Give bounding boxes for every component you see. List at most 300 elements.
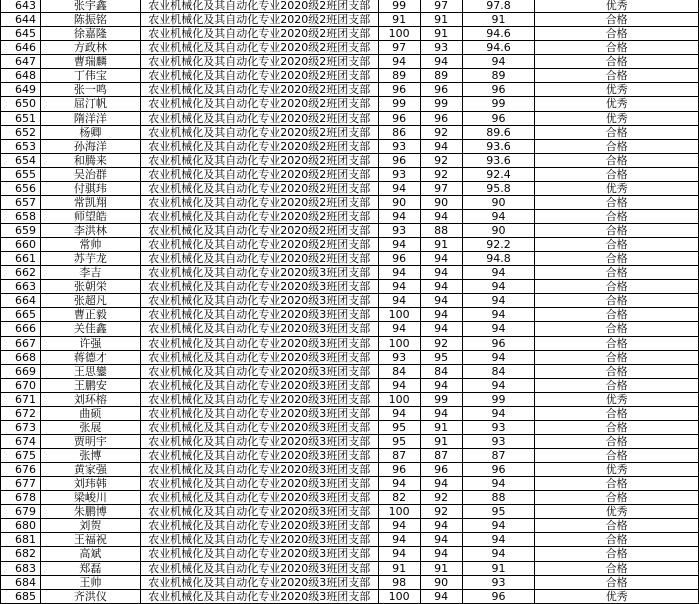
- score-2-cell: 84: [420, 364, 462, 378]
- score-1-cell: 90: [378, 195, 420, 209]
- rating-cell: 合格: [535, 547, 699, 561]
- final-score-cell: 93.6: [462, 139, 535, 153]
- score-2-cell: 96: [420, 111, 462, 125]
- rating-cell: 合格: [535, 266, 699, 280]
- rating-cell: 合格: [535, 139, 699, 153]
- table-row: [1, 153, 699, 167]
- table-row: [1, 350, 699, 364]
- final-score-cell: 94.6: [462, 41, 535, 55]
- score-2-cell: 94: [420, 294, 462, 308]
- score-2-cell: 92: [420, 125, 462, 139]
- score-1-cell: 100: [378, 308, 420, 322]
- member-name-cell: 蒋德才: [40, 350, 140, 364]
- member-name-cell: 丁伟宝: [40, 69, 140, 83]
- final-score-cell: 92.4: [462, 167, 535, 181]
- row-number-cell: 660: [1, 238, 41, 252]
- score-1-cell: 86: [378, 125, 420, 139]
- member-name-cell: 曲硕: [40, 406, 140, 420]
- score-1-cell: 91: [378, 561, 420, 575]
- member-name-cell: 王思鑾: [40, 364, 140, 378]
- score-1-cell: 98: [378, 575, 420, 589]
- score-2-cell: 91: [420, 420, 462, 434]
- final-score-cell: 89.6: [462, 125, 535, 139]
- score-1-cell: 93: [378, 350, 420, 364]
- score-1-cell: 97: [378, 41, 420, 55]
- score-2-cell: 94: [420, 378, 462, 392]
- member-name-cell: 黄家强: [40, 463, 140, 477]
- rating-cell: 合格: [535, 27, 699, 41]
- final-score-cell: 95.8: [462, 181, 535, 195]
- score-2-cell: 92: [420, 491, 462, 505]
- rating-cell: 优秀: [535, 181, 699, 195]
- score-2-cell: 87: [420, 449, 462, 463]
- score-1-cell: 94: [378, 322, 420, 336]
- member-name-cell: 陈振铭: [40, 13, 140, 27]
- table-row: [1, 434, 699, 448]
- row-number-cell: 644: [1, 13, 41, 27]
- member-name-cell: 孙海洋: [40, 139, 140, 153]
- rating-cell: 合格: [535, 477, 699, 491]
- final-score-cell: 93: [462, 434, 535, 448]
- score-1-cell: 82: [378, 491, 420, 505]
- table-row: [1, 125, 699, 139]
- row-number-cell: 664: [1, 294, 41, 308]
- final-score-cell: 94: [462, 519, 535, 533]
- member-name-cell: 李吉: [40, 266, 140, 280]
- member-name-cell: 刘贺: [40, 519, 140, 533]
- rating-cell: 合格: [535, 519, 699, 533]
- score-2-cell: 93: [420, 41, 462, 55]
- member-name-cell: 张超凡: [40, 294, 140, 308]
- score-1-cell: 96: [378, 83, 420, 97]
- row-number-cell: 658: [1, 209, 41, 223]
- score-2-cell: 94: [420, 308, 462, 322]
- rating-cell: 合格: [535, 69, 699, 83]
- rating-cell: 合格: [535, 350, 699, 364]
- branch-cell: 农业机械化及其自动化专业2020级2班团支部: [140, 69, 378, 83]
- rating-cell: 合格: [535, 533, 699, 547]
- table-row: [1, 547, 699, 561]
- score-2-cell: 91: [420, 434, 462, 448]
- branch-cell: 农业机械化及其自动化专业2020级2班团支部: [140, 55, 378, 69]
- member-name-cell: 朱鹏博: [40, 505, 140, 519]
- member-name-cell: 关佳鑫: [40, 322, 140, 336]
- score-2-cell: 94: [420, 266, 462, 280]
- row-number-cell: 654: [1, 153, 41, 167]
- score-1-cell: 94: [378, 266, 420, 280]
- member-name-cell: 张一鸣: [40, 83, 140, 97]
- table-row: [1, 477, 699, 491]
- table-row: [1, 41, 699, 55]
- final-score-cell: 94: [462, 294, 535, 308]
- row-number-cell: 653: [1, 139, 41, 153]
- table-row: [1, 69, 699, 83]
- final-score-cell: 94.6: [462, 27, 535, 41]
- score-2-cell: 90: [420, 195, 462, 209]
- final-score-cell: 94: [462, 322, 535, 336]
- table-row: [1, 392, 699, 406]
- row-number-cell: 663: [1, 280, 41, 294]
- branch-cell: 农业机械化及其自动化专业2020级2班团支部: [140, 224, 378, 238]
- member-name-cell: 齐洪仪: [40, 589, 140, 603]
- score-2-cell: 94: [420, 280, 462, 294]
- row-number-cell: 671: [1, 392, 41, 406]
- branch-cell: 农业机械化及其自动化专业2020级3班团支部: [140, 547, 378, 561]
- score-2-cell: 96: [420, 463, 462, 477]
- score-1-cell: 94: [378, 55, 420, 69]
- rating-cell: 合格: [535, 322, 699, 336]
- row-number-cell: 672: [1, 406, 41, 420]
- score-1-cell: 94: [378, 209, 420, 223]
- score-2-cell: 91: [420, 27, 462, 41]
- row-number-cell: 647: [1, 55, 41, 69]
- row-number-cell: 643: [1, 0, 41, 13]
- member-name-cell: 徐嘉隆: [40, 27, 140, 41]
- row-number-cell: 677: [1, 477, 41, 491]
- score-1-cell: 91: [378, 13, 420, 27]
- row-number-cell: 679: [1, 505, 41, 519]
- final-score-cell: 94: [462, 477, 535, 491]
- final-score-cell: 94: [462, 547, 535, 561]
- score-1-cell: 99: [378, 0, 420, 13]
- branch-cell: 农业机械化及其自动化专业2020级3班团支部: [140, 575, 378, 589]
- row-number-cell: 675: [1, 449, 41, 463]
- member-name-cell: 常凯翔: [40, 195, 140, 209]
- table-row: [1, 575, 699, 589]
- score-2-cell: 88: [420, 224, 462, 238]
- rating-cell: 合格: [535, 406, 699, 420]
- branch-cell: 农业机械化及其自动化专业2020级3班团支部: [140, 589, 378, 603]
- member-name-cell: 高斌: [40, 547, 140, 561]
- rating-cell: 优秀: [535, 505, 699, 519]
- final-score-cell: 90: [462, 195, 535, 209]
- branch-cell: 农业机械化及其自动化专业2020级3班团支部: [140, 491, 378, 505]
- member-name-cell: 张朝栄: [40, 280, 140, 294]
- branch-cell: 农业机械化及其自动化专业2020级2班团支部: [140, 0, 378, 13]
- score-2-cell: 91: [420, 561, 462, 575]
- score-1-cell: 94: [378, 238, 420, 252]
- member-name-cell: 曹正毅: [40, 308, 140, 322]
- final-score-cell: 94.8: [462, 252, 535, 266]
- table-row: [1, 266, 699, 280]
- row-number-cell: 657: [1, 195, 41, 209]
- table-row: [1, 252, 699, 266]
- final-score-cell: 95: [462, 505, 535, 519]
- final-score-cell: 92.2: [462, 238, 535, 252]
- score-2-cell: 97: [420, 181, 462, 195]
- table-row: [1, 209, 699, 223]
- final-score-cell: 96: [462, 463, 535, 477]
- branch-cell: 农业机械化及其自动化专业2020级3班团支部: [140, 477, 378, 491]
- row-number-cell: 662: [1, 266, 41, 280]
- row-number-cell: 645: [1, 27, 41, 41]
- score-2-cell: 94: [420, 406, 462, 420]
- row-number-cell: 656: [1, 181, 41, 195]
- final-score-cell: 94: [462, 350, 535, 364]
- member-name-cell: 方政林: [40, 41, 140, 55]
- score-1-cell: 93: [378, 224, 420, 238]
- score-2-cell: 94: [420, 533, 462, 547]
- member-name-cell: 张宇鑫: [40, 0, 140, 13]
- member-name-cell: 师望皓: [40, 209, 140, 223]
- rating-cell: 合格: [535, 364, 699, 378]
- row-number-cell: 676: [1, 463, 41, 477]
- row-number-cell: 680: [1, 519, 41, 533]
- score-1-cell: 87: [378, 449, 420, 463]
- branch-cell: 农业机械化及其自动化专业2020级3班团支部: [140, 294, 378, 308]
- final-score-cell: 94: [462, 308, 535, 322]
- branch-cell: 农业机械化及其自动化专业2020级3班团支部: [140, 561, 378, 575]
- branch-cell: 农业机械化及其自动化专业2020级3班团支部: [140, 308, 378, 322]
- table-row: [1, 533, 699, 547]
- row-number-cell: 683: [1, 561, 41, 575]
- table-row: [1, 224, 699, 238]
- member-name-cell: 吴治群: [40, 167, 140, 181]
- branch-cell: 农业机械化及其自动化专业2020级3班团支部: [140, 505, 378, 519]
- table-row: [1, 406, 699, 420]
- row-number-cell: 649: [1, 83, 41, 97]
- final-score-cell: 90: [462, 224, 535, 238]
- rating-cell: 合格: [535, 55, 699, 69]
- row-number-cell: 652: [1, 125, 41, 139]
- table-row: [1, 238, 699, 252]
- member-name-cell: 梁峻川: [40, 491, 140, 505]
- member-name-cell: 常帅: [40, 238, 140, 252]
- row-number-cell: 659: [1, 224, 41, 238]
- final-score-cell: 96: [462, 83, 535, 97]
- branch-cell: 农业机械化及其自动化专业2020级3班团支部: [140, 350, 378, 364]
- branch-cell: 农业机械化及其自动化专业2020级3班团支部: [140, 449, 378, 463]
- rating-cell: 优秀: [535, 463, 699, 477]
- rating-cell: 合格: [535, 434, 699, 448]
- rating-cell: 合格: [535, 294, 699, 308]
- branch-cell: 农业机械化及其自动化专业2020级3班团支部: [140, 519, 378, 533]
- score-1-cell: 94: [378, 519, 420, 533]
- row-number-cell: 668: [1, 350, 41, 364]
- score-2-cell: 99: [420, 97, 462, 111]
- member-name-cell: 王福祝: [40, 533, 140, 547]
- member-name-cell: 隋洋洋: [40, 111, 140, 125]
- final-score-cell: 87: [462, 449, 535, 463]
- table-row: [1, 27, 699, 41]
- rating-cell: 合格: [535, 209, 699, 223]
- branch-cell: 农业机械化及其自动化专业2020级3班团支部: [140, 378, 378, 392]
- row-number-cell: 655: [1, 167, 41, 181]
- final-score-cell: 91: [462, 13, 535, 27]
- table-row: [1, 463, 699, 477]
- branch-cell: 农业机械化及其自动化专业2020级2班团支部: [140, 238, 378, 252]
- score-2-cell: 94: [420, 209, 462, 223]
- final-score-cell: 96: [462, 336, 535, 350]
- branch-cell: 农业机械化及其自动化专业2020级2班团支部: [140, 139, 378, 153]
- score-1-cell: 100: [378, 589, 420, 603]
- final-score-cell: 93: [462, 420, 535, 434]
- branch-cell: 农业机械化及其自动化专业2020级2班团支部: [140, 97, 378, 111]
- score-1-cell: 95: [378, 434, 420, 448]
- branch-cell: 农业机械化及其自动化专业2020级2班团支部: [140, 209, 378, 223]
- final-score-cell: 94: [462, 55, 535, 69]
- rating-cell: 合格: [535, 153, 699, 167]
- score-1-cell: 100: [378, 505, 420, 519]
- rating-cell: 合格: [535, 336, 699, 350]
- final-score-cell: 94: [462, 266, 535, 280]
- rating-cell: 合格: [535, 238, 699, 252]
- member-name-cell: 王帅: [40, 575, 140, 589]
- row-number-cell: 684: [1, 575, 41, 589]
- branch-cell: 农业机械化及其自动化专业2020级2班团支部: [140, 125, 378, 139]
- table-body: [1, 0, 699, 603]
- rating-cell: 合格: [535, 41, 699, 55]
- score-1-cell: 95: [378, 420, 420, 434]
- member-name-cell: 刘玮韩: [40, 477, 140, 491]
- branch-cell: 农业机械化及其自动化专业2020级2班团支部: [140, 181, 378, 195]
- branch-cell: 农业机械化及其自动化专业2020级2班团支部: [140, 41, 378, 55]
- rating-cell: 优秀: [535, 589, 699, 603]
- branch-cell: 农业机械化及其自动化专业2020级2班团支部: [140, 13, 378, 27]
- member-name-cell: 刘环榕: [40, 392, 140, 406]
- final-score-cell: 93: [462, 575, 535, 589]
- branch-cell: 农业机械化及其自动化专业2020级2班团支部: [140, 195, 378, 209]
- rating-cell: 合格: [535, 575, 699, 589]
- table-row: [1, 139, 699, 153]
- score-2-cell: 91: [420, 13, 462, 27]
- member-name-cell: 李洪林: [40, 224, 140, 238]
- score-1-cell: 100: [378, 27, 420, 41]
- table-row: [1, 364, 699, 378]
- table-row: [1, 83, 699, 97]
- branch-cell: 农业机械化及其自动化专业2020级2班团支部: [140, 252, 378, 266]
- row-number-cell: 665: [1, 308, 41, 322]
- score-1-cell: 100: [378, 392, 420, 406]
- table-row: [1, 505, 699, 519]
- final-score-cell: 99: [462, 392, 535, 406]
- branch-cell: 农业机械化及其自动化专业2020级2班团支部: [140, 27, 378, 41]
- branch-cell: 农业机械化及其自动化专业2020级3班团支部: [140, 266, 378, 280]
- row-number-cell: 650: [1, 97, 41, 111]
- rating-cell: 优秀: [535, 111, 699, 125]
- score-2-cell: 99: [420, 392, 462, 406]
- rating-cell: 合格: [535, 378, 699, 392]
- member-name-cell: 苏芋龙: [40, 252, 140, 266]
- final-score-cell: 89: [462, 69, 535, 83]
- score-1-cell: 94: [378, 477, 420, 491]
- row-number-cell: 681: [1, 533, 41, 547]
- score-1-cell: 99: [378, 97, 420, 111]
- table-row: [1, 336, 699, 350]
- score-1-cell: 94: [378, 294, 420, 308]
- score-2-cell: 90: [420, 575, 462, 589]
- rating-cell: 优秀: [535, 97, 699, 111]
- table-row: [1, 111, 699, 125]
- rating-cell: 合格: [535, 224, 699, 238]
- row-number-cell: 646: [1, 41, 41, 55]
- table-row: [1, 420, 699, 434]
- table-row: [1, 589, 699, 603]
- rating-cell: 合格: [535, 449, 699, 463]
- rating-cell: 合格: [535, 308, 699, 322]
- final-score-cell: 94: [462, 406, 535, 420]
- branch-cell: 农业机械化及其自动化专业2020级3班团支部: [140, 420, 378, 434]
- score-1-cell: 93: [378, 139, 420, 153]
- score-2-cell: 94: [420, 547, 462, 561]
- rating-cell: 优秀: [535, 0, 699, 13]
- score-2-cell: 89: [420, 69, 462, 83]
- branch-cell: 农业机械化及其自动化专业2020级2班团支部: [140, 83, 378, 97]
- row-number-cell: 678: [1, 491, 41, 505]
- final-score-cell: 88: [462, 491, 535, 505]
- final-score-cell: 96: [462, 589, 535, 603]
- member-name-cell: 曹瑞麟: [40, 55, 140, 69]
- table-row: [1, 294, 699, 308]
- final-score-cell: 94: [462, 378, 535, 392]
- row-number-cell: 682: [1, 547, 41, 561]
- score-1-cell: 96: [378, 153, 420, 167]
- score-2-cell: 94: [420, 322, 462, 336]
- branch-cell: 农业机械化及其自动化专业2020级3班团支部: [140, 463, 378, 477]
- rating-cell: 优秀: [535, 83, 699, 97]
- table-row: [1, 308, 699, 322]
- table-row: [1, 491, 699, 505]
- table-row: [1, 0, 699, 13]
- score-1-cell: 94: [378, 533, 420, 547]
- row-number-cell: 661: [1, 252, 41, 266]
- score-2-cell: 94: [420, 139, 462, 153]
- rating-cell: 合格: [535, 125, 699, 139]
- table-row: [1, 322, 699, 336]
- score-2-cell: 95: [420, 350, 462, 364]
- score-1-cell: 96: [378, 111, 420, 125]
- branch-cell: 农业机械化及其自动化专业2020级2班团支部: [140, 111, 378, 125]
- branch-cell: 农业机械化及其自动化专业2020级3班团支部: [140, 533, 378, 547]
- score-1-cell: 96: [378, 463, 420, 477]
- score-1-cell: 94: [378, 547, 420, 561]
- table-row: [1, 519, 699, 533]
- table-row: [1, 449, 699, 463]
- table-row: [1, 280, 699, 294]
- final-score-cell: 91: [462, 561, 535, 575]
- branch-cell: 农业机械化及其自动化专业2020级2班团支部: [140, 167, 378, 181]
- score-2-cell: 97: [420, 0, 462, 13]
- rating-cell: 合格: [535, 280, 699, 294]
- final-score-cell: 84: [462, 364, 535, 378]
- score-2-cell: 94: [420, 589, 462, 603]
- rating-cell: 合格: [535, 195, 699, 209]
- score-2-cell: 91: [420, 238, 462, 252]
- member-name-cell: 王鹏安: [40, 378, 140, 392]
- score-2-cell: 94: [420, 519, 462, 533]
- rating-cell: 合格: [535, 13, 699, 27]
- score-1-cell: 94: [378, 378, 420, 392]
- member-name-cell: 屈汀帆: [40, 97, 140, 111]
- final-score-cell: 93.6: [462, 153, 535, 167]
- row-number-cell: 667: [1, 336, 41, 350]
- score-1-cell: 84: [378, 364, 420, 378]
- row-number-cell: 666: [1, 322, 41, 336]
- table-row: [1, 181, 699, 195]
- final-score-cell: 94: [462, 533, 535, 547]
- row-number-cell: 648: [1, 69, 41, 83]
- score-2-cell: 92: [420, 505, 462, 519]
- member-name-cell: 张展: [40, 420, 140, 434]
- row-number-cell: 669: [1, 364, 41, 378]
- score-1-cell: 93: [378, 167, 420, 181]
- score-2-cell: 96: [420, 83, 462, 97]
- branch-cell: 农业机械化及其自动化专业2020级3班团支部: [140, 434, 378, 448]
- rating-cell: 合格: [535, 167, 699, 181]
- table-row: [1, 167, 699, 181]
- branch-cell: 农业机械化及其自动化专业2020级3班团支部: [140, 336, 378, 350]
- table-row: [1, 97, 699, 111]
